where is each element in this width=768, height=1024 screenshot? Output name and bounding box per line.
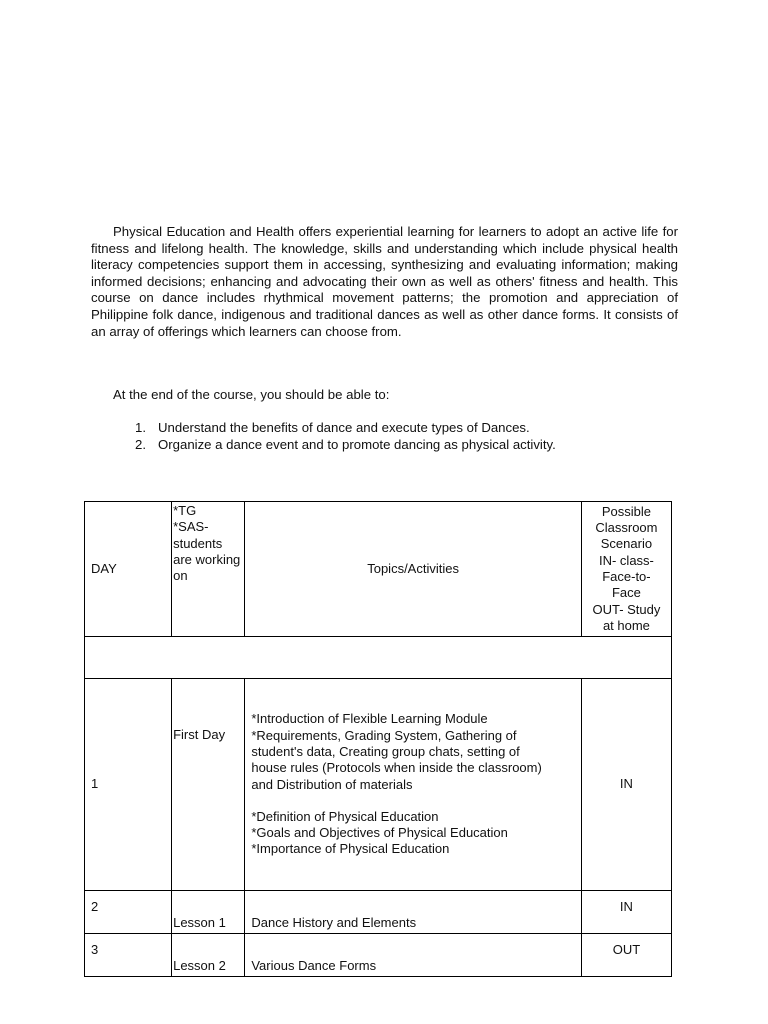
outcome-item	[135, 419, 695, 436]
outcome-text: Organize a dance event and to promote dancing as physical activity.	[158, 437, 556, 452]
header-scenario-line: Possible	[601, 503, 651, 519]
tg-cell: Lesson 2	[172, 934, 245, 977]
table-row	[85, 934, 672, 977]
outcome-number: 2.	[135, 437, 146, 452]
topics-cell: Various Dance Forms	[245, 934, 582, 977]
scenario-cell: IN	[581, 679, 671, 891]
header-scenario	[581, 502, 671, 637]
topic-line: *Requirements, Grading System, Gathering of	[251, 727, 517, 743]
header-scenario-line: OUT- Study	[592, 601, 661, 617]
schedule-table	[84, 501, 672, 977]
day-cell: 1	[85, 679, 172, 891]
header-scenario-line: Classroom	[595, 520, 658, 536]
header-tg	[172, 502, 245, 637]
table-blank-row	[85, 637, 672, 679]
header-tg-line: students	[173, 535, 223, 551]
topic-line: *Introduction of Flexible Learning Module	[251, 711, 488, 727]
topic-line: house rules (Protocols when inside the classroom)	[251, 760, 542, 776]
topics-cell	[245, 679, 582, 891]
outcome-text: Understand the benefits of dance and execute types of Dances.	[158, 420, 530, 435]
tg-cell: Lesson 1	[172, 891, 245, 934]
header-scenario-line: at home	[602, 617, 650, 633]
day-cell: 3	[85, 934, 172, 977]
header-tg-line: *SAS-	[173, 519, 209, 535]
topic-line: student's data, Creating group chats, setting of	[251, 743, 520, 759]
header-scenario-line: Face	[611, 585, 641, 601]
outcome-number: 1.	[135, 420, 146, 435]
header-tg-line: are working	[173, 551, 241, 567]
topics-cell: Dance History and Elements	[245, 891, 582, 934]
topic-line: *Goals and Objectives of Physical Education	[251, 825, 508, 841]
outcome-item	[135, 436, 695, 453]
topic-gap	[251, 793, 580, 809]
header-scenario-line: Scenario	[600, 536, 653, 552]
scenario-cell: OUT	[581, 934, 671, 977]
outcomes-list	[135, 419, 695, 453]
scenario-cell: IN	[581, 891, 671, 934]
day-cell: 2	[85, 891, 172, 934]
outcomes-lead: At the end of the course, you should be able to:	[113, 387, 390, 402]
header-topics: Topics/Activities	[245, 502, 582, 637]
table-row	[85, 679, 672, 891]
header-day: DAY	[85, 502, 172, 637]
header-tg-line: *TG	[173, 503, 197, 518]
table-header-row	[85, 502, 672, 637]
table-row	[85, 891, 672, 934]
topic-line: *Definition of Physical Education	[251, 808, 439, 824]
tg-cell: First Day	[172, 679, 245, 891]
header-scenario-line: Face-to-	[602, 569, 651, 584]
header-scenario-line: IN- class-	[598, 552, 654, 568]
intro-paragraph: Physical Education and Health offers experiential learning for learners to adopt an active life for fitness and lifelong health. The knowledge, skills and understanding which include physical health literacy competencies support them in accessing, synthesizing and evaluating information; making informed decisions; enhancing and advocating their own as well as others' fitness and health. This course on dance includes rhythmical movement patterns; the promotion and appreciation of Philippine folk dance, indigenous and traditional dances as well as other dance forms. It consists of an array of offerings which learners can choose from.	[91, 224, 678, 339]
topic-line: and Distribution of materials	[251, 776, 413, 792]
blank-cell	[85, 637, 672, 679]
topic-line: *Importance of Physical Education	[251, 841, 450, 857]
header-tg-line: on	[173, 568, 188, 584]
